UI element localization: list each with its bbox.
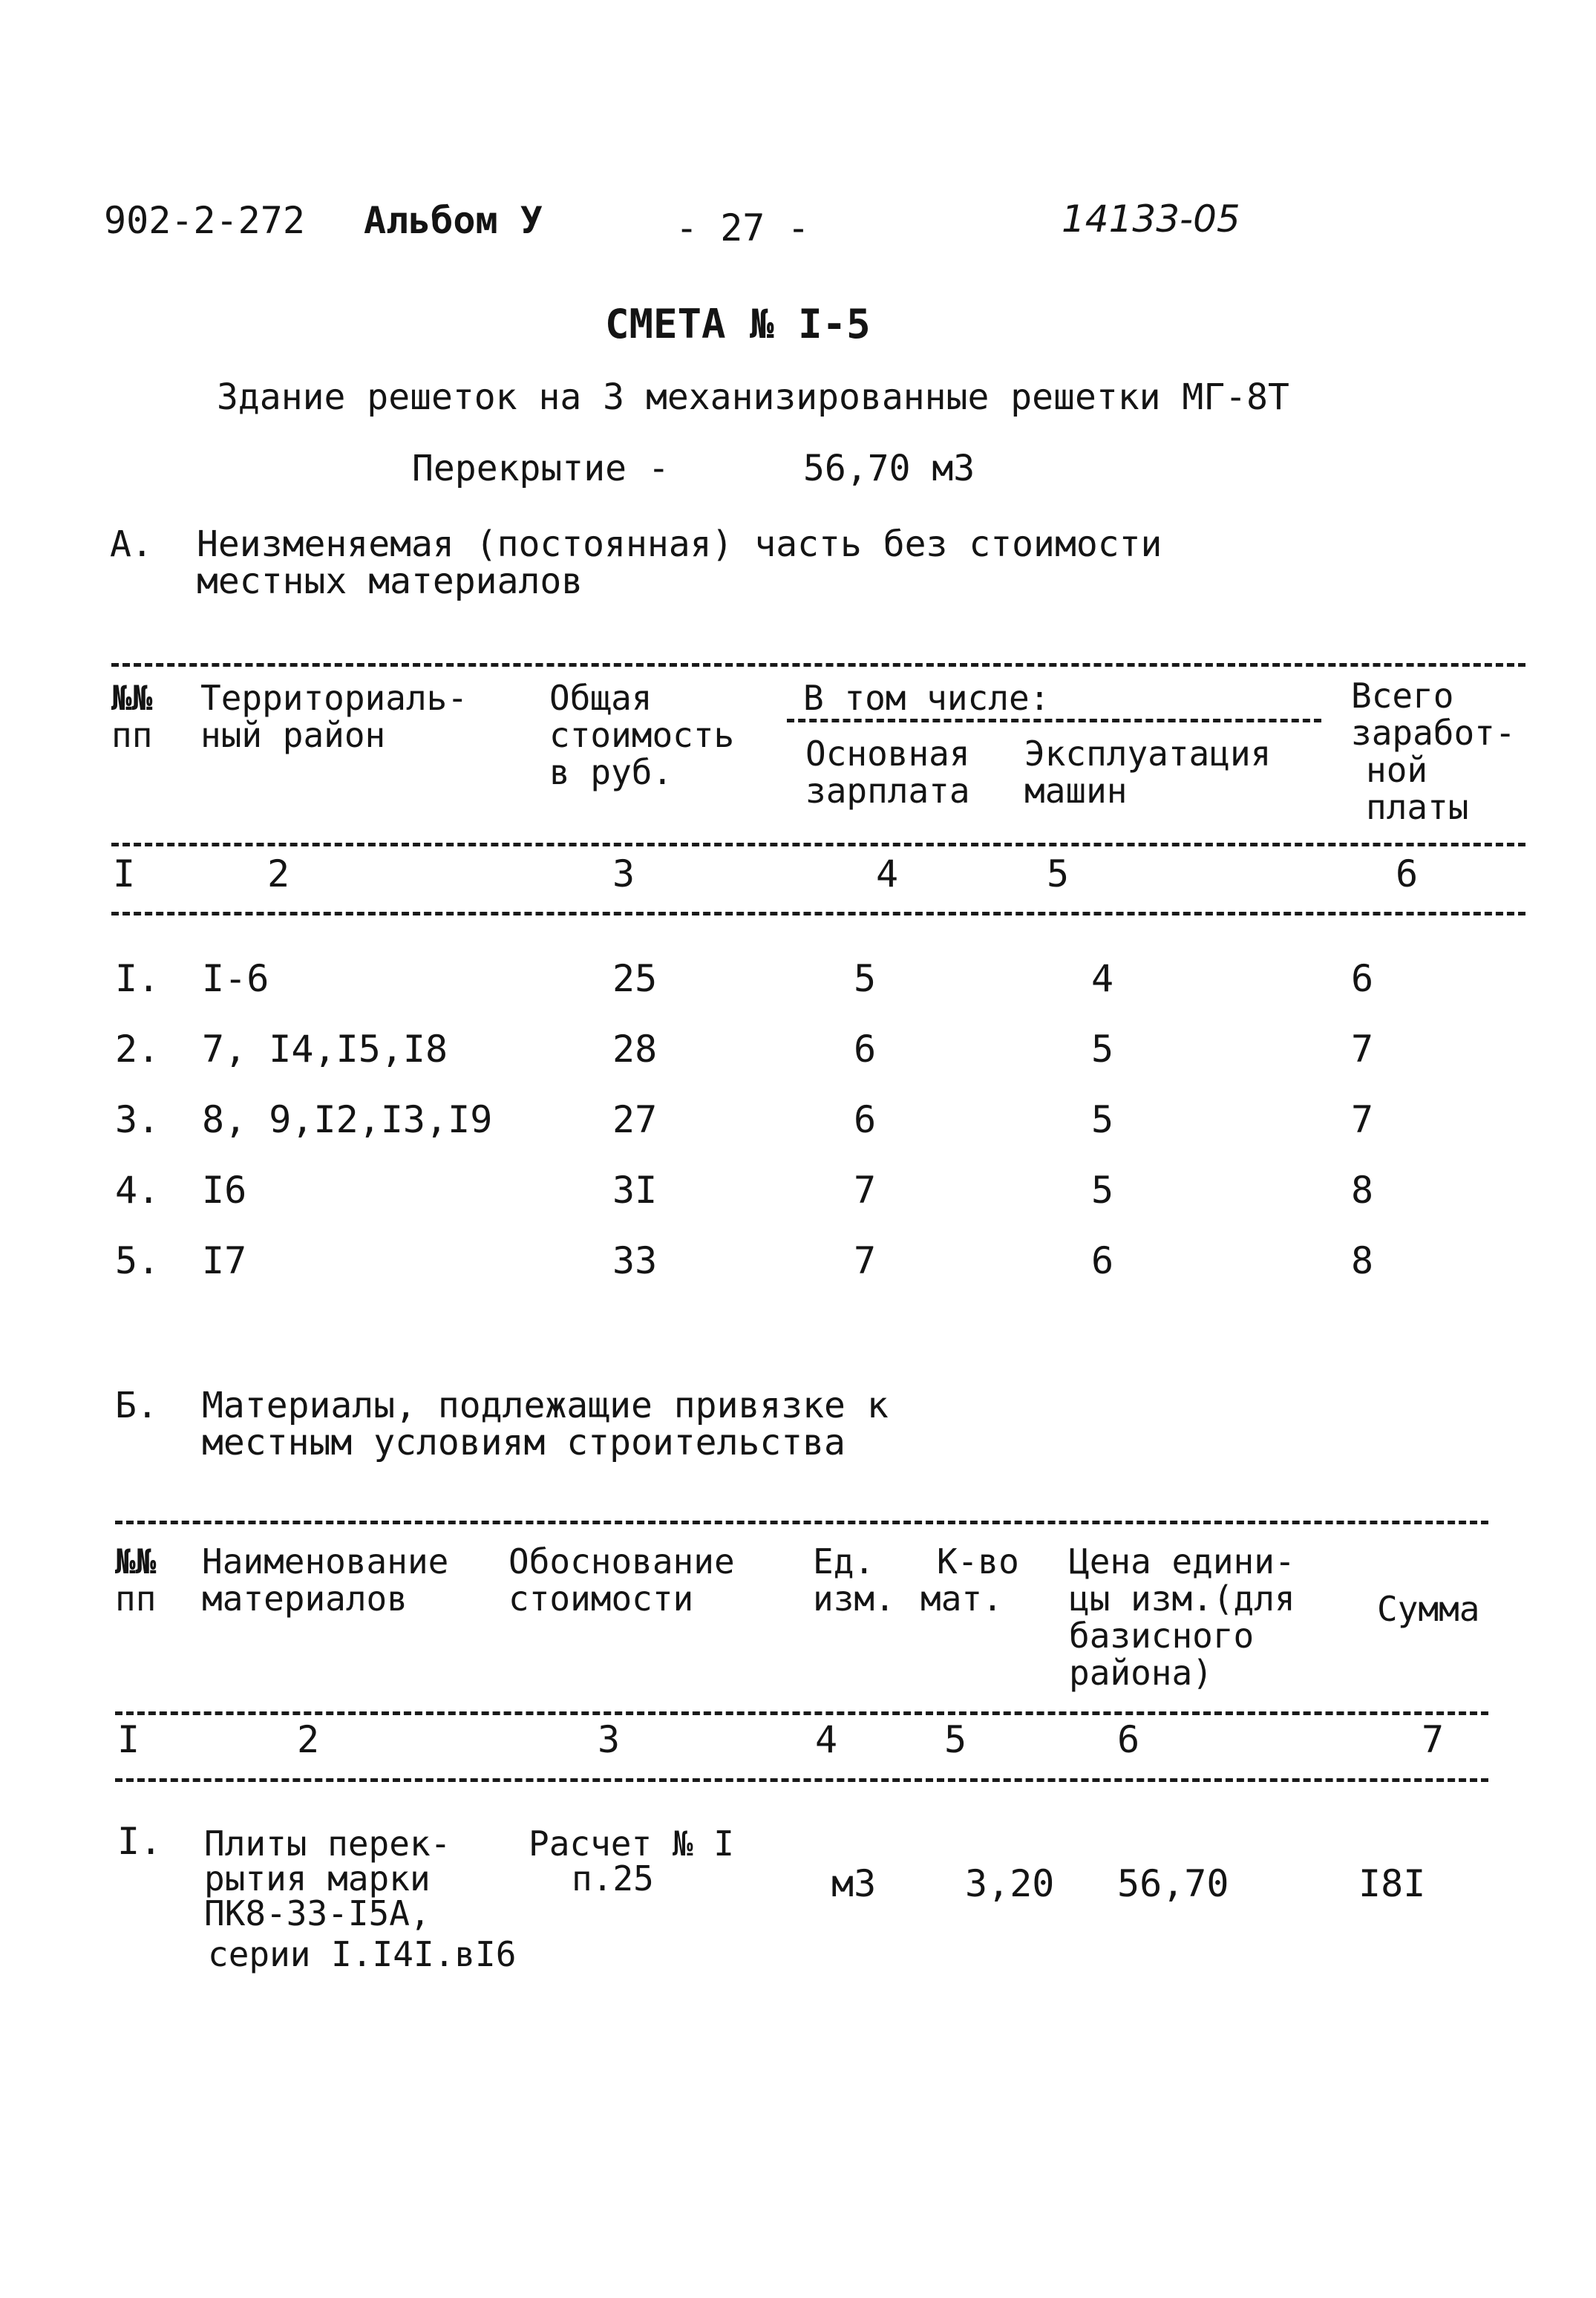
- col-qty-label: мат.: [920, 1579, 1003, 1619]
- col-num-label: пп: [115, 1579, 157, 1619]
- row-total-cost: 25: [612, 957, 658, 1000]
- row-unit-price: 56,70: [1117, 1862, 1229, 1905]
- row-machines: 5: [1091, 1028, 1114, 1071]
- column-number: 2: [297, 1718, 320, 1761]
- row-total-cost: 28: [612, 1028, 658, 1071]
- row-machines: 5: [1091, 1098, 1114, 1141]
- col-base-salary-label: Основная: [805, 734, 970, 774]
- overlap-label: Перекрытие -: [412, 448, 670, 489]
- col-total-salary-label: заработ-: [1351, 713, 1516, 753]
- estimate-subtitle: Здание решеток на 3 механизированные решетки МГ-8Т: [217, 376, 1289, 418]
- col-including-label: В том числе:: [803, 678, 1050, 718]
- row-total-cost: 33: [612, 1239, 658, 1282]
- row-number: 3.: [115, 1098, 160, 1141]
- row-total-salary: 8: [1351, 1239, 1374, 1282]
- table-a-header-rule: [111, 843, 1525, 846]
- row-base-salary: 5: [854, 957, 877, 1000]
- column-number: 7: [1422, 1718, 1445, 1761]
- col-region-label: Территориаль-: [200, 678, 468, 718]
- page-number: - 27 -: [676, 206, 810, 249]
- row-machines: 5: [1091, 1169, 1114, 1212]
- row-unit: м3: [831, 1862, 877, 1905]
- row-base-salary: 6: [854, 1028, 877, 1071]
- col-price-label: цы изм.(для: [1069, 1579, 1295, 1619]
- row-total-cost: 27: [612, 1098, 658, 1141]
- row-basis: Расчет № I: [529, 1824, 734, 1864]
- row-quantity: 3,20: [965, 1862, 1055, 1905]
- table-b-header-rule: [115, 1711, 1488, 1715]
- estimate-title: СМЕТА № I-5: [605, 301, 871, 347]
- table-a-body-rule: [111, 912, 1525, 915]
- column-number: 5: [944, 1718, 967, 1761]
- column-number: 6: [1117, 1718, 1140, 1761]
- row-total-salary: 7: [1351, 1098, 1374, 1141]
- column-number: 5: [1047, 852, 1070, 895]
- row-machines: 6: [1091, 1239, 1114, 1282]
- row-total-salary: 6: [1351, 957, 1374, 1000]
- row-material-name: серии I.I4I.вI6: [208, 1934, 517, 1974]
- col-material-name-label: Наименование: [202, 1541, 449, 1581]
- col-material-name-label: материалов: [202, 1579, 408, 1619]
- row-base-salary: 6: [854, 1098, 877, 1141]
- section-b-letter: Б.: [115, 1385, 158, 1426]
- row-region: 7, I4,I5,I8: [202, 1028, 448, 1071]
- column-number: I: [117, 1718, 140, 1761]
- col-basis-label: Обоснование: [508, 1541, 735, 1581]
- section-a-title-line1: Неизменяемая (постоянная) часть без стоимости: [197, 523, 1162, 565]
- row-base-salary: 7: [854, 1239, 877, 1282]
- table-b-body-rule: [115, 1778, 1488, 1782]
- col-num-label: №№: [115, 1541, 157, 1581]
- section-b-title-line1: Материалы, подлежащие привязке к: [202, 1385, 889, 1426]
- col-total-label: стоимость: [549, 715, 735, 755]
- row-number: I.: [117, 1820, 163, 1863]
- row-material-name: рытия марки: [204, 1858, 431, 1899]
- section-a-letter: А.: [110, 523, 153, 565]
- row-machines: 4: [1091, 957, 1114, 1000]
- row-total-cost: 3I: [612, 1169, 658, 1212]
- col-qty-label: К-во: [937, 1541, 1019, 1581]
- col-total-salary-label: ной: [1366, 750, 1428, 790]
- col-total-label: Общая: [549, 678, 653, 718]
- col-machines-label: машин: [1024, 771, 1128, 811]
- row-number: 4.: [115, 1169, 160, 1212]
- col-unit-label: изм.: [813, 1579, 895, 1619]
- col-price-label: Цена едини-: [1069, 1541, 1295, 1581]
- table-b-top-rule: [115, 1521, 1488, 1524]
- col-basis-label: стоимости: [508, 1579, 694, 1619]
- col-sum-label: Сумма: [1377, 1589, 1480, 1629]
- col-base-salary-label: зарплата: [805, 771, 970, 811]
- col-machines-label: Эксплуатация: [1024, 734, 1272, 774]
- row-region: I-6: [202, 957, 269, 1000]
- section-a-title-line2: местных материалов: [197, 561, 583, 602]
- row-region: I6: [202, 1169, 247, 1212]
- col-total-salary-label: платы: [1366, 787, 1469, 827]
- row-region: 8, 9,I2,I3,I9: [202, 1098, 493, 1141]
- col-num-label: №№: [111, 678, 153, 718]
- including-underline: [787, 719, 1321, 722]
- row-region: I7: [202, 1239, 247, 1282]
- row-material-name: Плиты перек-: [204, 1824, 451, 1864]
- column-number: I: [113, 852, 136, 895]
- row-basis: п.25: [572, 1858, 654, 1899]
- row-base-salary: 7: [854, 1169, 877, 1212]
- archive-number: 14133-05: [1062, 198, 1240, 241]
- column-number: 4: [815, 1718, 838, 1761]
- row-total-salary: 8: [1351, 1169, 1374, 1212]
- column-number: 3: [612, 852, 635, 895]
- overlap-value: 56,70 м3: [803, 448, 975, 489]
- column-number: 2: [267, 852, 290, 895]
- row-number: 2.: [115, 1028, 160, 1071]
- row-number: 5.: [115, 1239, 160, 1282]
- row-sum: I8I: [1358, 1862, 1426, 1905]
- row-material-name: ПК8-33-I5А,: [204, 1893, 431, 1933]
- col-num-label: пп: [111, 715, 153, 755]
- col-unit-label: Ед.: [813, 1541, 875, 1581]
- column-number: 6: [1396, 852, 1419, 895]
- section-b-title-line2: местным условиям строительства: [202, 1422, 846, 1463]
- table-a-top-rule: [111, 663, 1525, 667]
- col-region-label: ный район: [200, 715, 386, 755]
- column-number: 3: [598, 1718, 621, 1761]
- col-price-label: района): [1069, 1653, 1213, 1693]
- doc-code: 902-2-272: [104, 199, 305, 242]
- col-total-salary-label: Всего: [1351, 676, 1454, 716]
- row-total-salary: 7: [1351, 1028, 1374, 1071]
- col-total-label: в руб.: [549, 752, 673, 792]
- column-number: 4: [876, 852, 899, 895]
- col-price-label: базисного: [1069, 1616, 1255, 1656]
- row-number: I.: [115, 957, 160, 1000]
- album-label: Альбом У: [364, 199, 543, 242]
